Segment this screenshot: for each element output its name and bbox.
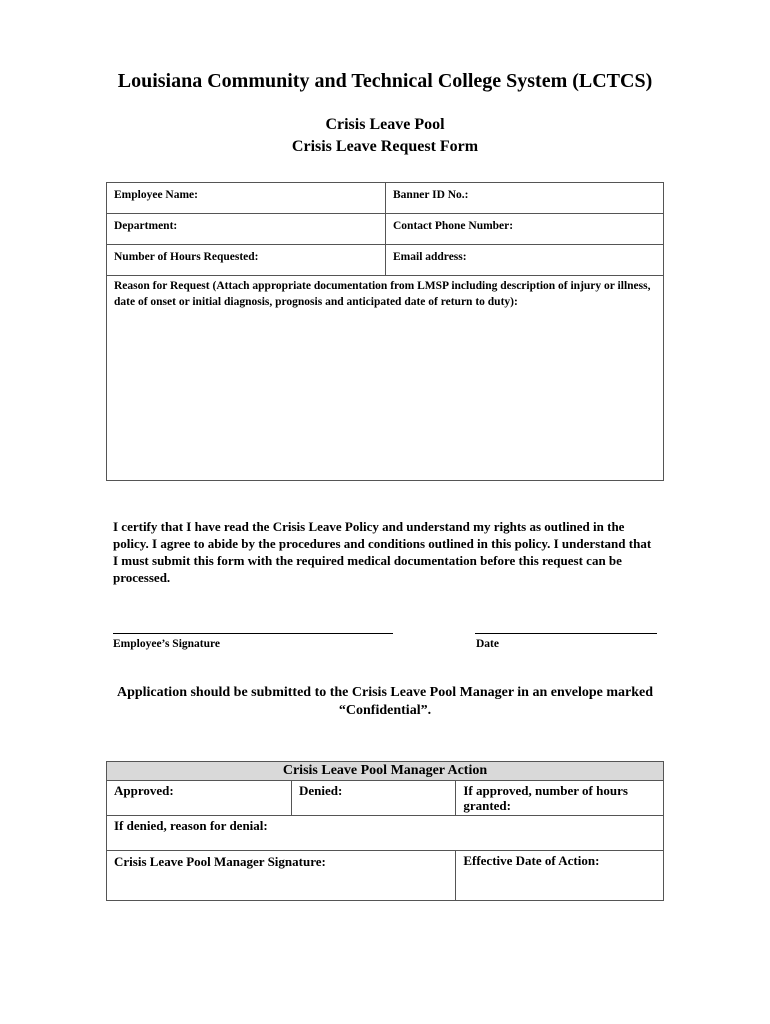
date-line[interactable] <box>475 633 657 634</box>
contact-phone-field[interactable]: Contact Phone Number: <box>386 214 664 245</box>
banner-id-field[interactable]: Banner ID No.: <box>386 183 664 214</box>
manager-action-heading: Crisis Leave Pool Manager Action <box>107 762 664 781</box>
reason-for-request-field[interactable]: Reason for Request (Attach appropriate documentation from LMSP including description of injury or illness, date of onset or initial diagnosis, prognosis and anticipated date of return to duty): <box>107 276 664 481</box>
hours-granted-field[interactable]: If approved, number of hours granted: <box>456 781 664 816</box>
employee-signature-label: Employee’s Signature <box>113 638 221 650</box>
employee-signature-line[interactable] <box>113 633 393 634</box>
submission-note: Application should be submitted to the Crisis Leave Pool Manager in an envelope marked “Confidential”. <box>116 685 654 718</box>
approved-field[interactable]: Approved: <box>107 781 292 816</box>
date-label: Date <box>476 638 499 650</box>
employee-info-table <box>106 182 664 481</box>
denied-field[interactable]: Denied: <box>292 781 456 816</box>
denial-reason-field[interactable]: If denied, reason for denial: <box>107 816 664 851</box>
certification-statement: I certify that I have read the Crisis Leave Policy and understand my rights as outlined in the policy. I agree to abide by the procedures and conditions outlined in this policy. I understand that I must submit this form with the required medical documentation before this request can be processed. <box>113 519 652 585</box>
manager-action-table <box>106 761 664 901</box>
form-subtitle-pool: Crisis Leave Pool <box>325 116 445 133</box>
hours-requested-field[interactable]: Number of Hours Requested: <box>107 245 386 276</box>
effective-date-field[interactable]: Effective Date of Action: <box>456 851 664 901</box>
manager-signature-field[interactable]: Crisis Leave Pool Manager Signature: <box>107 851 456 901</box>
form-subtitle-request: Crisis Leave Request Form <box>291 138 479 155</box>
employee-name-field[interactable]: Employee Name: <box>107 183 386 214</box>
email-field[interactable]: Email address: <box>386 245 664 276</box>
page-title: Louisiana Community and Technical College System (LCTCS) <box>117 70 653 92</box>
department-field[interactable]: Department: <box>107 214 386 245</box>
